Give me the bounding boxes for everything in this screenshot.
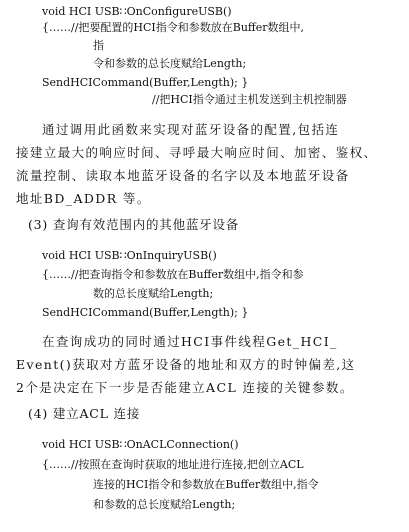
code2-line2: {……//把查询指令和参数放在Buffer数组中,指令和参: [42, 268, 304, 281]
section-heading-3: (3) 查询有效范围内的其他蓝牙设备: [28, 217, 240, 232]
code3-line4: 和参数的总长度赋给Length;: [93, 498, 236, 511]
code1-line4: 令和参数的总长度赋给Length;: [93, 57, 247, 70]
para2-line1: 在查询成功的同时通过HCI事件线程Get_HCI_: [42, 334, 338, 349]
code2-line4: SendHCICommand(Buffer,Length); }: [42, 306, 249, 319]
code2-line3: 数的总长度赋给Length;: [93, 287, 214, 300]
section-heading-4: (4) 建立ACL 连接: [28, 406, 141, 421]
code1-line3: 指: [93, 39, 104, 52]
para1-line1: 通过调用此函数来实现对蓝牙设备的配置,包括连: [42, 122, 340, 137]
code1-line2: {……//把要配置的HCI指令和参数放在Buffer数组中,: [42, 21, 305, 34]
code1-line5: SendHCICommand(Buffer,Length); }: [42, 76, 249, 89]
code2-line1: void HCI USB∷OnInquiryUSB(): [42, 249, 217, 262]
code3-line3: 连接的HCI指令和参数放在Buffer数组中,指令: [93, 478, 319, 491]
para1-line3: 流量控制、读取本地蓝牙设备的名字以及本地蓝牙设备: [16, 168, 350, 183]
code1-line1: void HCI USB∷OnConfigureUSB(): [42, 5, 232, 18]
para1-line4: 地址BD_ADDR 等。: [16, 191, 151, 206]
code1-comment: //把HCI指令通过主机发送到主机控制器: [152, 93, 347, 106]
para2-line3: 2个是决定在下一步是否能建立ACL 连接的关键参数。: [16, 380, 354, 395]
code3-line2: {……//按照在查询时获取的地址进行连接,把创立ACL: [42, 458, 304, 471]
para1-line2: 接建立最大的响应时间、寻呼最大响应时间、加密、鉴权、: [16, 145, 378, 160]
code3-line1: void HCI USB∷OnACLConnection(): [42, 438, 239, 451]
para2-line2: Event()获取对方蓝牙设备的地址和双方的时钟偏差,这: [16, 357, 356, 372]
